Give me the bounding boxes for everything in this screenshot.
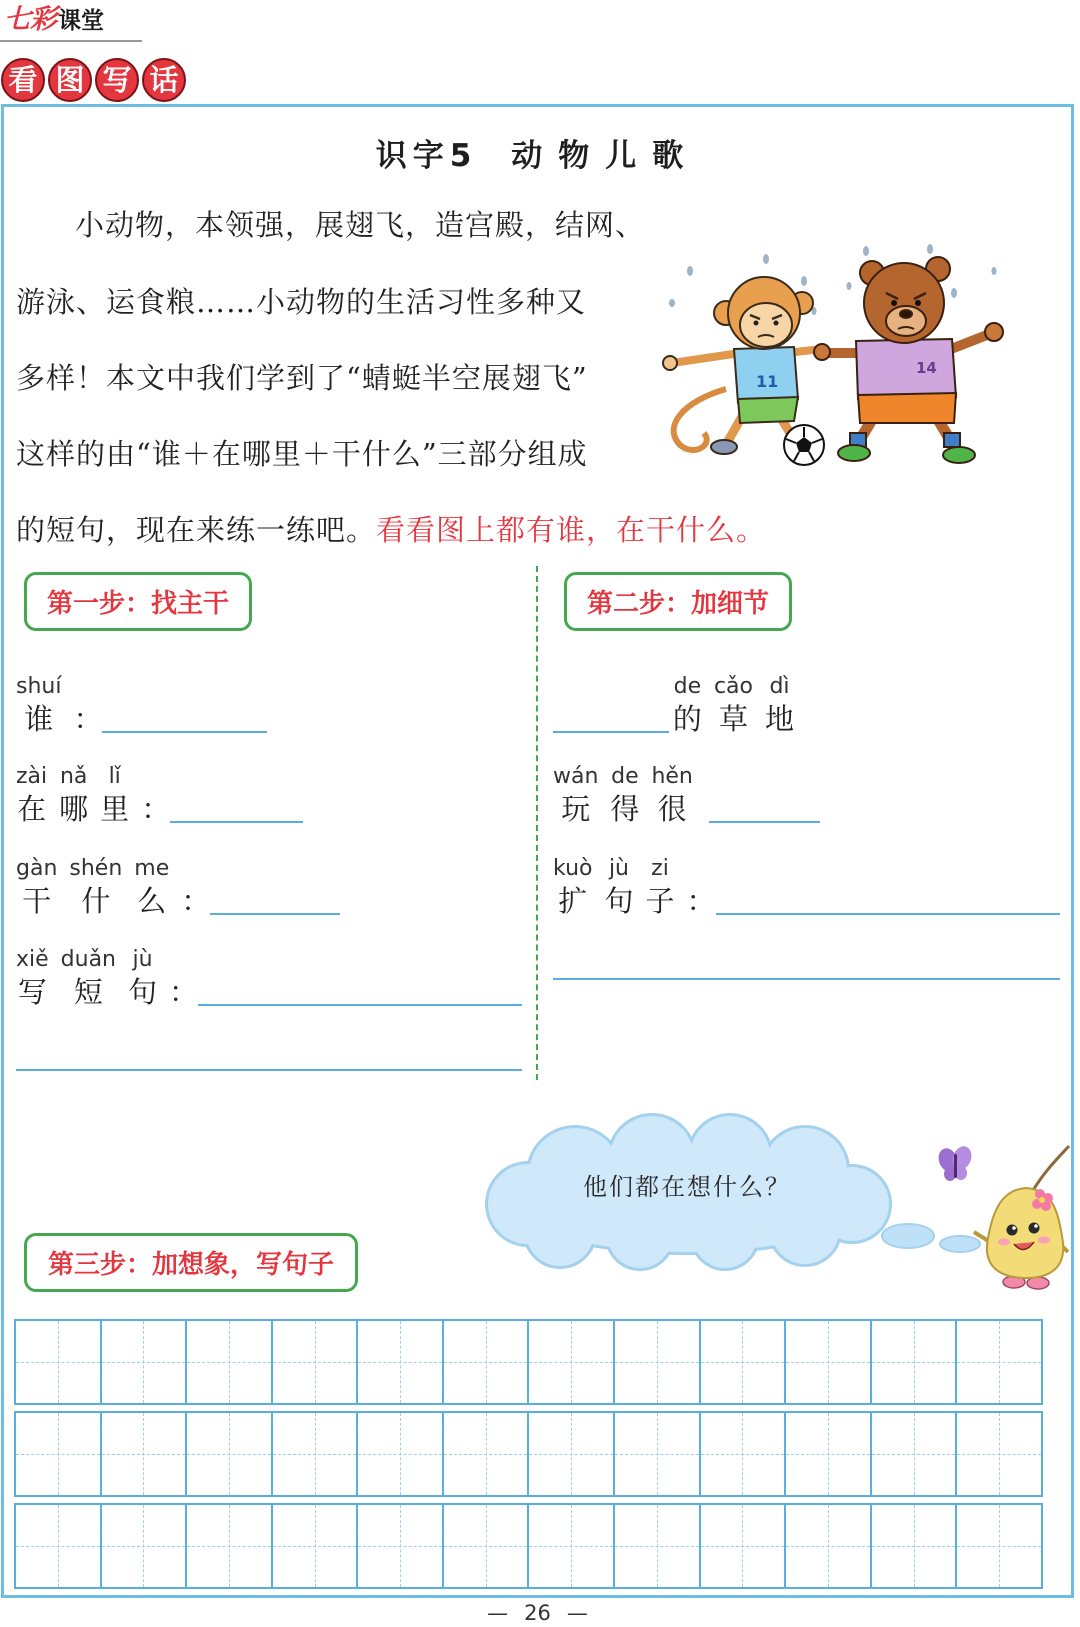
colon: ： bbox=[73, 702, 103, 736]
footer-dash: — bbox=[566, 1601, 588, 1625]
syllable bbox=[604, 855, 633, 919]
syllable bbox=[765, 673, 794, 737]
hanzi: 得 bbox=[610, 792, 640, 826]
grid-cell bbox=[529, 1413, 615, 1495]
grid-cell bbox=[358, 1413, 444, 1495]
hanzi: 谁 bbox=[24, 702, 54, 736]
grid-cell bbox=[358, 1505, 444, 1587]
page-footer bbox=[0, 1601, 1075, 1625]
pinyin: lǐ bbox=[108, 764, 121, 789]
bear bbox=[814, 257, 1003, 463]
intro-highlight: 看看图上都有谁，在干什么。 bbox=[376, 513, 767, 547]
syllable bbox=[61, 946, 116, 1010]
syllable bbox=[128, 946, 157, 1010]
answer-blank bbox=[210, 885, 340, 915]
pinyin: de bbox=[611, 764, 639, 789]
syllable bbox=[651, 763, 692, 827]
grid-cell bbox=[786, 1505, 872, 1587]
syllable bbox=[714, 673, 753, 737]
pinyin: zài bbox=[16, 764, 48, 789]
intro-line-last bbox=[16, 512, 766, 548]
column-divider bbox=[536, 566, 538, 1080]
grid-cell bbox=[872, 1321, 958, 1403]
logo-colored-text: 七彩 bbox=[4, 4, 56, 35]
syllable bbox=[553, 855, 592, 919]
intro-line: 小动物，本领强，展翅飞，造宫殿，结网、 bbox=[75, 208, 646, 242]
hanzi: 句 bbox=[128, 975, 158, 1009]
pinyin: gàn bbox=[16, 856, 58, 881]
bear-jersey-number: 14 bbox=[916, 359, 937, 377]
pinyin: hěn bbox=[651, 764, 693, 789]
syllable bbox=[134, 855, 169, 919]
grid-cell bbox=[957, 1413, 1041, 1495]
syllable bbox=[16, 763, 47, 827]
hanzi: 短 bbox=[73, 975, 103, 1009]
section-badge: 看 bbox=[1, 58, 45, 102]
hanzi: 玩 bbox=[561, 792, 591, 826]
pinyin: xiě bbox=[16, 947, 49, 972]
hanzi: 么 bbox=[137, 884, 167, 918]
answer-blank bbox=[102, 703, 267, 733]
hanzi: 干 bbox=[22, 884, 52, 918]
lesson-name: 动物儿歌 bbox=[511, 138, 700, 174]
hanzi: 什 bbox=[81, 884, 111, 918]
colon: ： bbox=[686, 884, 716, 918]
grid-cell bbox=[615, 1413, 701, 1495]
grid-cell bbox=[273, 1413, 359, 1495]
syllable bbox=[645, 855, 674, 919]
pinyin: cǎo bbox=[713, 674, 753, 699]
grid-cell bbox=[957, 1321, 1041, 1403]
grid-cell bbox=[273, 1321, 359, 1403]
grid-cell bbox=[701, 1505, 787, 1587]
syllable bbox=[16, 673, 61, 737]
entry-what bbox=[16, 855, 340, 919]
section-badge: 图 bbox=[48, 58, 92, 102]
monkey-jersey-number: 11 bbox=[756, 372, 779, 391]
grid-cell bbox=[615, 1321, 701, 1403]
hanzi: 很 bbox=[657, 792, 687, 826]
pear-mascot bbox=[936, 1128, 1072, 1293]
syllable bbox=[69, 855, 122, 919]
grid-cell bbox=[615, 1505, 701, 1587]
grid-cell bbox=[529, 1505, 615, 1587]
grid-cell bbox=[444, 1321, 530, 1403]
pinyin: shén bbox=[69, 856, 123, 881]
grid-row bbox=[14, 1319, 1043, 1405]
step2-label: 第二步：加细节 bbox=[564, 572, 792, 631]
hanzi: 地 bbox=[764, 702, 794, 736]
hanzi: 的 bbox=[672, 702, 702, 736]
pinyin: dì bbox=[769, 674, 790, 699]
grid-row bbox=[14, 1503, 1043, 1589]
pear-body bbox=[987, 1188, 1063, 1278]
grid-cell bbox=[701, 1321, 787, 1403]
pinyin: zi bbox=[651, 856, 669, 881]
publisher-logo bbox=[4, 2, 104, 41]
answer-blank bbox=[553, 703, 669, 733]
page-number: 26 bbox=[524, 1601, 551, 1625]
syllable bbox=[16, 946, 49, 1010]
hanzi: 在 bbox=[17, 792, 47, 826]
syllable bbox=[100, 763, 129, 827]
answer-line bbox=[553, 978, 1060, 980]
hanzi: 草 bbox=[718, 702, 748, 736]
thought-cloud-text: 他们都在想什么？ bbox=[583, 1173, 791, 1201]
grid-cell bbox=[444, 1505, 530, 1587]
soccer-illustration bbox=[654, 241, 1016, 467]
grid-cell bbox=[16, 1321, 102, 1403]
section-badge: 话 bbox=[142, 58, 186, 102]
pinyin: de bbox=[673, 674, 702, 699]
syllable bbox=[553, 763, 598, 827]
step1-label: 第一步：找主干 bbox=[24, 572, 252, 631]
entry-expand-sentence bbox=[553, 855, 1060, 919]
footer-dash: — bbox=[487, 1601, 509, 1625]
intro-line: 这样的由“谁＋在哪里＋干什么”三部分组成 bbox=[16, 437, 588, 471]
hanzi: 扩 bbox=[558, 884, 588, 918]
twig bbox=[1032, 1146, 1069, 1192]
colon: ： bbox=[169, 975, 199, 1009]
grid-cell bbox=[358, 1321, 444, 1403]
answer-blank bbox=[709, 793, 820, 823]
hanzi: 子 bbox=[645, 884, 675, 918]
grid-cell bbox=[102, 1413, 188, 1495]
hanzi: 句 bbox=[604, 884, 634, 918]
grid-cell bbox=[102, 1321, 188, 1403]
pinyin: shuí bbox=[16, 674, 62, 699]
grid-cell bbox=[16, 1505, 102, 1587]
grid-row bbox=[14, 1411, 1043, 1497]
pinyin: wán bbox=[553, 764, 599, 789]
lesson-title bbox=[0, 136, 1075, 176]
section-badge: 写 bbox=[95, 58, 139, 102]
grid-cell bbox=[187, 1505, 273, 1587]
grid-cell bbox=[444, 1413, 530, 1495]
intro-line: 游泳、运食粮……小动物的生活习性多种又 bbox=[16, 285, 587, 319]
grid-cell bbox=[529, 1321, 615, 1403]
colon: ： bbox=[141, 792, 171, 826]
grid-cell bbox=[786, 1321, 872, 1403]
grid-cell bbox=[102, 1505, 188, 1587]
hanzi: 写 bbox=[17, 975, 47, 1009]
entry-short-sentence bbox=[16, 946, 522, 1010]
syllable bbox=[610, 763, 639, 827]
pinyin: jù bbox=[608, 856, 629, 881]
syllable bbox=[59, 763, 88, 827]
grid-cell bbox=[786, 1413, 872, 1495]
grid-cell bbox=[187, 1321, 273, 1403]
section-badges bbox=[1, 58, 186, 102]
grid-cell bbox=[872, 1413, 958, 1495]
answer-blank bbox=[198, 976, 522, 1006]
pinyin: kuò bbox=[553, 856, 593, 881]
butterfly-icon bbox=[936, 1144, 975, 1181]
grid-cell bbox=[16, 1413, 102, 1495]
step3-label: 第三步：加想象，写句子 bbox=[24, 1233, 358, 1292]
grid-cell bbox=[957, 1505, 1041, 1587]
pinyin: duǎn bbox=[60, 947, 117, 972]
entry-where bbox=[16, 763, 303, 827]
entry-who bbox=[16, 673, 267, 737]
hanzi: 哪 bbox=[59, 792, 89, 826]
entry-grassland bbox=[553, 673, 794, 737]
grid-cell bbox=[872, 1505, 958, 1587]
lesson-number: 识字5 bbox=[375, 138, 478, 174]
pinyin: me bbox=[134, 856, 170, 881]
soccer-ball bbox=[784, 425, 824, 465]
intro-line: 多样！本文中我们学到了“蜻蜓半空展翅飞” bbox=[16, 361, 588, 395]
writing-grid bbox=[14, 1319, 1043, 1595]
entry-play-very bbox=[553, 763, 820, 827]
grid-cell bbox=[187, 1413, 273, 1495]
colon: ： bbox=[181, 884, 211, 918]
answer-blank bbox=[716, 885, 1060, 915]
grid-cell bbox=[701, 1413, 787, 1495]
logo-plain-text: 课堂 bbox=[58, 8, 104, 34]
answer-line bbox=[16, 1069, 522, 1071]
hanzi: 里 bbox=[100, 792, 130, 826]
syllable bbox=[673, 673, 702, 737]
grid-cell bbox=[273, 1505, 359, 1587]
answer-blank bbox=[170, 793, 303, 823]
intro-text: 的短句，现在来练一练吧。 bbox=[16, 513, 377, 547]
pinyin: nǎ bbox=[59, 764, 88, 789]
pinyin: jù bbox=[132, 947, 153, 972]
logo-underline bbox=[0, 40, 142, 42]
syllable bbox=[16, 855, 57, 919]
